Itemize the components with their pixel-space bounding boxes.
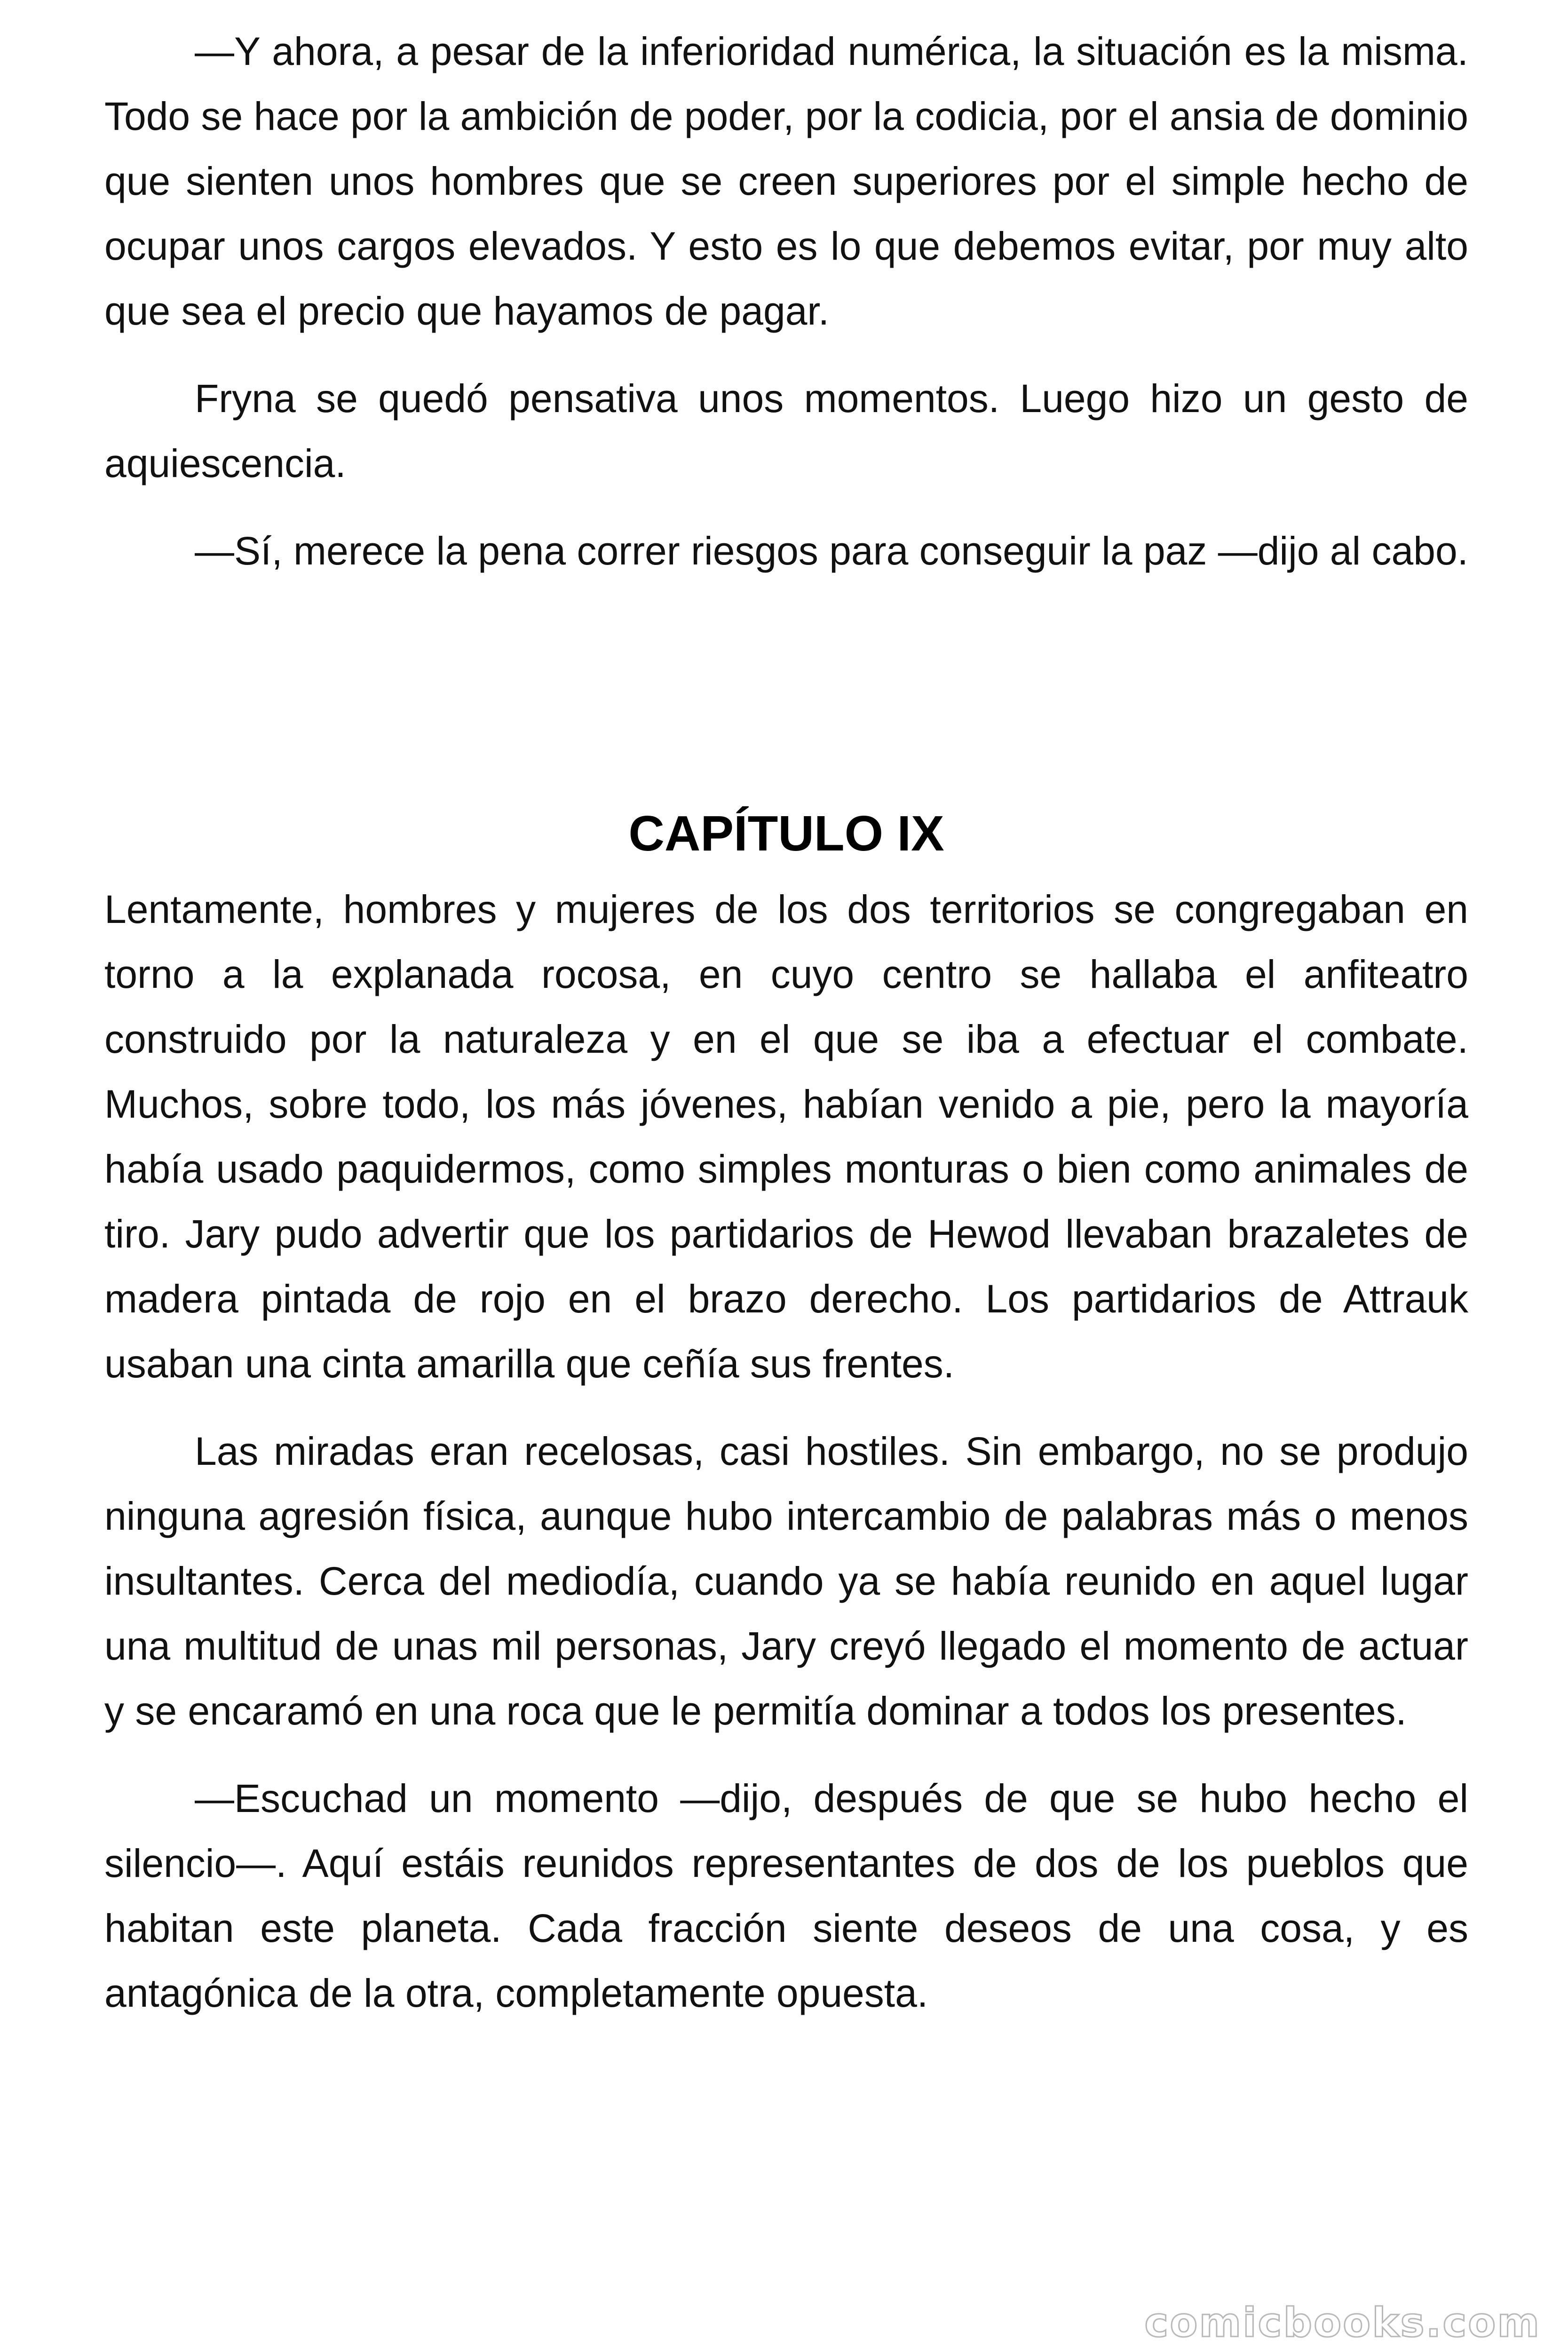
paragraph: —Sí, merece la pena correr riesgos para conseguir la paz —dijo al cabo. <box>195 529 1469 573</box>
book-page <box>104 19 1468 2048</box>
paragraph: Las miradas eran recelosas, casi hostiles. Sin embargo, no se produjo ninguna agresión física, aunque hubo intercambio de palabras más o menos insultantes. Cerca del mediodía, cuando ya se había reunido en aquel lugar una multitud de unas mil personas, Jary creyó llegado el momento de actuar y se encaramó en una roca que le permitía dominar a todos los presentes. <box>104 1429 1468 1733</box>
paragraph: Lentamente, hombres y mujeres de los dos territorios se congregaban en torno a la explanada rocosa, en cuyo centro se hallaba el anfiteatro construido por la naturaleza y en el que se iba a efectuar el combate. Muchos, sobre todo, los más jóvenes, habían venido a pie, pero la mayoría había usado paquidermos, como simples monturas o bien como animales de tiro. Jary pudo advertir que los partidarios de Hewod llevaban brazaletes de madera pintada de rojo en el brazo derecho. Los partidarios de Attrauk usaban una cinta amarilla que ceñía sus frentes. <box>104 887 1468 1386</box>
chapter-title: CAPÍTULO IX <box>628 806 944 861</box>
paragraph: —Y ahora, a pesar de la inferioridad numérica, la situación es la misma. Todo se hace por la ambición de poder, por la codicia, por el ansia de dominio que sienten unos hombres que se creen superiores por el simple hecho de ocupar unos cargos elevados. Y esto es lo que debemos evitar, por muy alto que sea el precio que hayamos de pagar. <box>104 29 1468 333</box>
paragraph: Fryna se quedó pensativa unos momentos. Luego hizo un gesto de aquiescencia. <box>104 376 1468 485</box>
watermark: comicbooks.com <box>1144 2299 1541 2346</box>
paragraph: —Escuchad un momento —dijo, después de que se hubo hecho el silencio—. Aquí estáis reunidos representantes de dos de los pueblos que habitan este planeta. Cada fracción siente deseos de una cosa, y es antagónica de la otra, completamente opuesta. <box>104 1776 1468 2015</box>
